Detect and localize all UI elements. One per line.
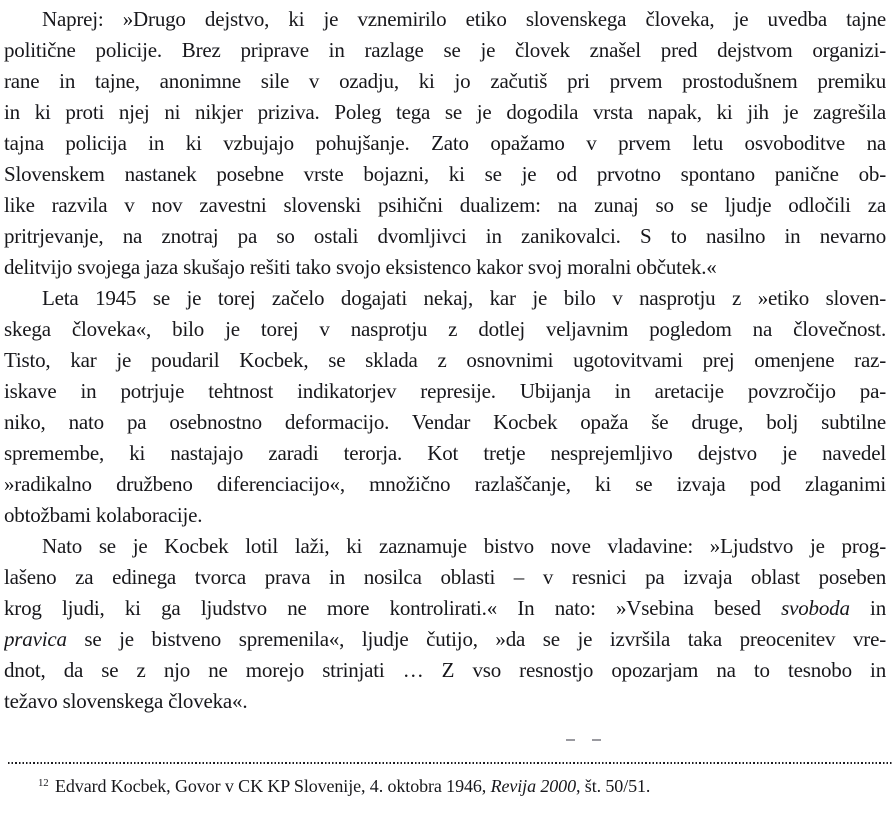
text-line: spremembe, ki nastajajo zaradi terorja. Kot tretje nesprejemljivo dejstvo je navedel	[4, 441, 886, 465]
text-line: Nato se je Kocbek lotil laži, ki zaznamuje bistvo nove vladavine: »Ljudstvo je prog-	[42, 534, 886, 558]
text-line: $^{12}$ Edvard Kocbek, Govor v CK KP Slovenije, 4. oktobra 1946, Revija 2000, št. 50/51.	[38, 776, 651, 796]
paragraph	[4, 283, 886, 531]
scan-artifact-dash	[566, 739, 575, 741]
text-line: Naprej: »Drugo dejstvo, ki je vznemirilo etiko slovenskega človeka, je uvedba tajne	[42, 7, 886, 31]
paragraph	[4, 531, 886, 717]
text-line: težavo slovenskega človeka«.	[4, 689, 248, 713]
text-line: rane in tajne, anonimne sile v ozadju, ki jo začutiš pri prvem prostodušnem premiku	[4, 69, 886, 93]
scan-artifact-dash	[592, 739, 601, 741]
scan-artifact	[566, 739, 886, 743]
text-line: dnot, da se z njo ne morejo strinjati … Z vso resnostjo opozarjam na to tesnobo in	[4, 658, 886, 682]
text-line: tajna policija in ki vzbujajo pohujšanje. Zato opažamo v prvem letu osvoboditve na	[4, 131, 886, 155]
text-line: lašeno za edinega tvorca prava in nosilca oblasti – v resnici pa izvaja oblast poseben	[4, 565, 886, 589]
text-line: iskave in potrjuje tehtnost indikatorjev represije. Ubijanja in aretacije povzročijo pa-	[4, 379, 886, 403]
body-text	[4, 4, 886, 717]
paragraph	[4, 4, 886, 283]
footnote	[4, 773, 886, 800]
text-line: pritrjevanje, na znotraj pa so ostali dvomljivci in zanikovalci. S to nasilno in nevarno	[4, 224, 886, 248]
text-line: politične policije. Brez priprave in razlage se je človek znašel pred dejstvom organizi-	[4, 38, 886, 62]
text-line: Slovenskem nastanek posebne vrste bojazni, ki se je od prvotno spontano panične ob-	[4, 162, 886, 186]
text-line: »radikalno družbeno diferenciacijo«, množično razlaščanje, ki se izvaja pod zlaganimi	[4, 472, 886, 496]
text-line: skega človeka«, bilo je torej v nasprotju z dotlej veljavnim pogledom na človečnost.	[4, 317, 886, 341]
text-line: in ki proti njej ni nikjer priziva. Poleg tega se je dogodila vrsta napak, ki jih je zagrešila	[4, 100, 886, 124]
text-line: pravica se je bistveno spremenila«, ljudje čutijo, »da se je izvršila taka preocenitev vre-	[4, 627, 886, 651]
text-line: like razvila v nov zavestni slovenski psihični dualizem: na zunaj so se ljudje odločili za	[4, 193, 886, 217]
text-line: Leta 1945 se je torej začelo dogajati nekaj, kar je bilo v nasprotju z »etiko sloven-	[42, 286, 886, 310]
text-line: delitvijo svojega jaza skušajo rešiti tako svojo eksistenco kakor svoj moralni občutek.«	[4, 255, 717, 279]
text-line: niko, nato pa osebnostno deformacijo. Vendar Kocbek opaža še druge, bolj subtilne	[4, 410, 886, 434]
footnote-separator	[8, 762, 892, 764]
text-line: Tisto, kar je poudaril Kocbek, se sklada z osnovnimi ugotovitvami prej omenjene raz-	[4, 348, 886, 372]
text-line: obtožbami kolaboracije.	[4, 503, 203, 527]
text-line: krog ljudi, ki ga ljudstvo ne more kontrolirati.« In nato: »Vsebina besed svoboda in	[4, 596, 886, 620]
